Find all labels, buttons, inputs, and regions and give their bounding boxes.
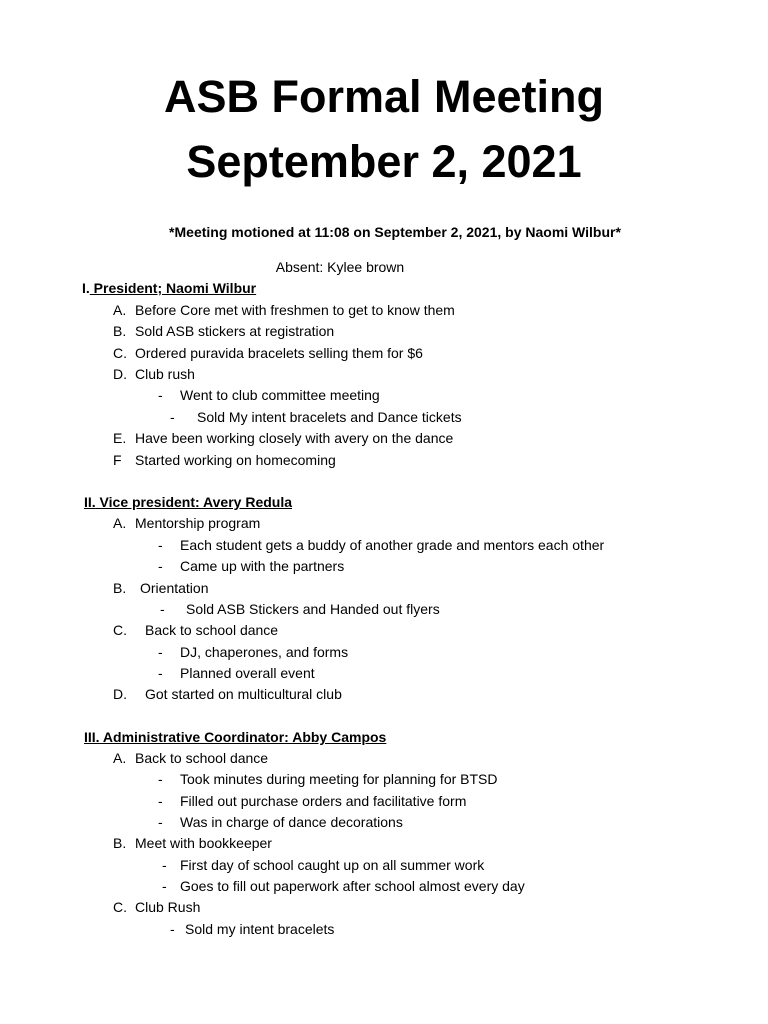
motion-note: *Meeting motioned at 11:08 on September 2, 2021, by Naomi Wilbur* (169, 224, 621, 240)
sub-item-text: Filled out purchase orders and facilitative form (180, 793, 467, 809)
dash-marker: - (160, 601, 165, 617)
item-marker: F (113, 452, 122, 468)
dash-marker: - (158, 793, 163, 809)
item-text: Club Rush (135, 899, 201, 915)
item-marker: A. (113, 302, 127, 318)
section-heading: I. President; Naomi Wilbur (82, 280, 257, 296)
item-marker: E. (113, 430, 127, 446)
dash-marker: - (158, 771, 163, 787)
sub-item-text: Took minutes during meeting for planning for BTSD (180, 771, 498, 787)
sub-item-text: Came up with the partners (180, 558, 345, 574)
document-date: September 2, 2021 (186, 136, 582, 187)
dash-marker: - (158, 558, 163, 574)
dash-marker: - (158, 644, 163, 660)
dash-marker: - (162, 878, 167, 894)
section-heading: III. Administrative Coordinator: Abby Campos (84, 729, 387, 745)
item-marker: C. (113, 622, 127, 638)
item-text: Mentorship program (135, 515, 261, 531)
item-marker: C. (113, 899, 127, 915)
sub-item-text: Planned overall event (180, 665, 315, 681)
dash-marker: - (170, 921, 175, 937)
item-text: Got started on multicultural club (145, 686, 342, 702)
absent-note: Absent: Kylee brown (275, 259, 405, 275)
item-text: Orientation (140, 580, 209, 596)
dash-marker: - (170, 409, 175, 425)
dash-marker: - (158, 665, 163, 681)
item-marker: B. (113, 835, 127, 851)
item-marker: B. (113, 323, 127, 339)
item-marker: A. (113, 750, 127, 766)
item-text: Meet with bookkeeper (135, 835, 272, 851)
item-text: Before Core met with freshmen to get to know them (135, 302, 455, 318)
sub-item-text: First day of school caught up on all summer work (180, 857, 485, 873)
item-text: Club rush (135, 366, 195, 382)
dash-marker: - (158, 387, 163, 403)
sub-item-text: Was in charge of dance decorations (180, 814, 403, 830)
item-text: Have been working closely with avery on the dance (135, 430, 454, 446)
item-marker: B. (113, 580, 127, 596)
item-marker: C. (113, 345, 127, 361)
document-title: ASB Formal Meeting (163, 71, 605, 122)
item-marker: D. (113, 686, 127, 702)
section-heading: II. Vice president: Avery Redula (84, 494, 293, 510)
dash-marker: - (158, 814, 163, 830)
sub-item-text: Sold My intent bracelets and Dance tickets (197, 409, 462, 425)
dash-marker: - (158, 537, 163, 553)
sub-item-text: Went to club committee meeting (180, 387, 380, 403)
sub-item-text: Goes to fill out paperwork after school almost every day (180, 878, 525, 894)
item-text: Ordered puravida bracelets selling them for $6 (135, 345, 423, 361)
item-text: Started working on homecoming (135, 452, 336, 468)
sub-item-text: Sold ASB Stickers and Handed out flyers (186, 601, 440, 617)
sub-item-text: Sold my intent bracelets (185, 921, 335, 937)
sub-item-text: DJ, chaperones, and forms (180, 644, 349, 660)
item-text: Sold ASB stickers at registration (135, 323, 335, 339)
item-text: Back to school dance (145, 622, 279, 638)
item-text: Back to school dance (135, 750, 269, 766)
item-marker: D. (113, 366, 127, 382)
item-marker: A. (113, 515, 127, 531)
sub-item-text: Each student gets a buddy of another grade and mentors each other (180, 537, 605, 553)
dash-marker: - (162, 857, 167, 873)
